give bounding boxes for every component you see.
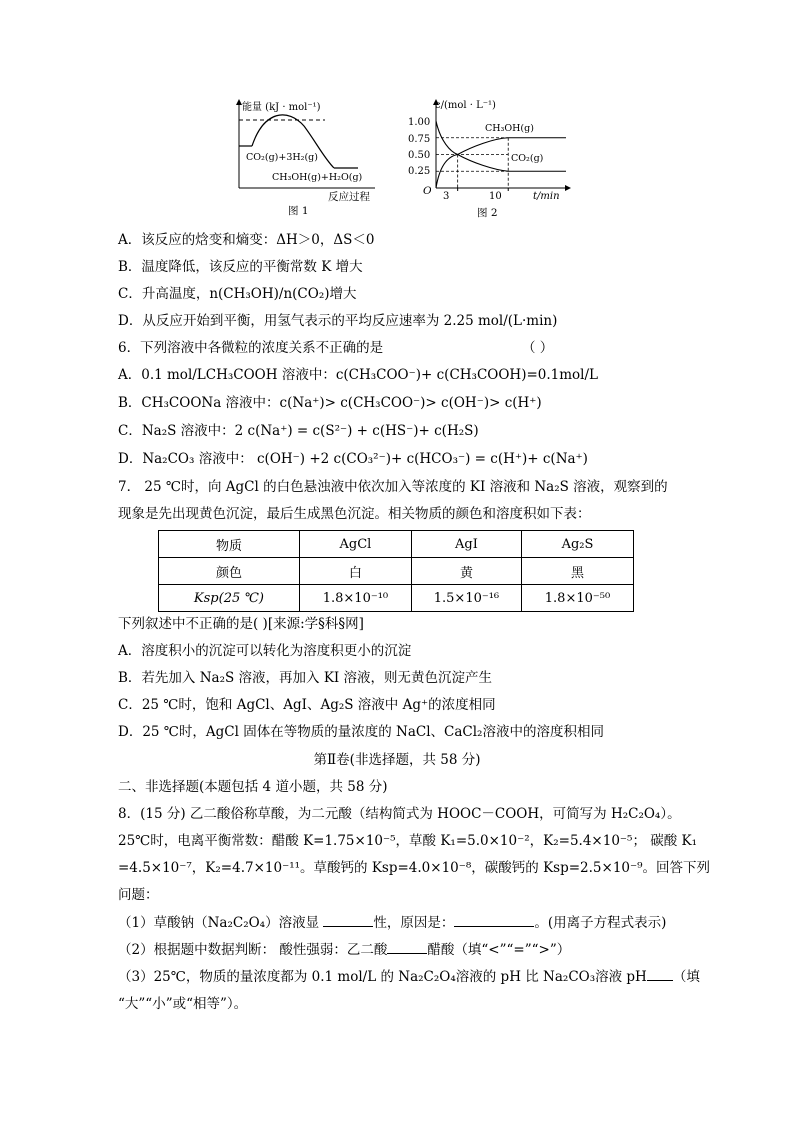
q5-option-d: D．从反应开始到平衡，用氢气表示的平均反应速率为 2.25 mol/(L·min) (118, 313, 558, 329)
q8-s3-part-b: （填 (672, 969, 700, 985)
q7-option-a: A．溶度积小的沉淀可以转化为溶度积更小的沉淀 (118, 643, 412, 659)
q6-option-a: A．0.1 mol/LCH₃COOH 溶液中：c(CH₃COO⁻)+ c(CH₃COOH)=0.1mol/L (118, 367, 599, 383)
q8-s1-part-a: （1）草酸钠（Na₂C₂O₄）溶液显 (118, 915, 324, 931)
q8-s3-part-a: （3）25℃，物质的量浓度都为 0.1 mol/L 的 Na₂C₂O₄溶液的 pH 比 Na₂CO₃溶液 pH (118, 969, 647, 985)
q6-stem: 6．下列溶液中各微粒的浓度关系不正确的是 (118, 340, 384, 356)
q5-option-b: B．温度降低，该反应的平衡常数 K 增大 (118, 259, 363, 275)
q8-line-2: 25℃时，电离平衡常数：醋酸 K=1.75×10⁻⁵，草酸 K₁=5.0×10⁻²，K₂=5.4×10⁻⁵； 碳酸 K₁ (118, 833, 698, 849)
q6-option-c: C．Na₂S 溶液中：2 c(Na⁺) = c(S²⁻) + c(HS⁻)+ c(H₂S) (118, 423, 479, 439)
fig2-origin: O (423, 185, 432, 197)
fig2-methanol-curve (436, 138, 566, 188)
ksp-table (158, 530, 634, 612)
answer-blank[interactable] (647, 980, 673, 981)
q5-option-c: C．升高温度，n(CH₃OH)/n(CO₂)增大 (118, 286, 357, 302)
fig2-xtick-3: 3 (443, 191, 450, 202)
table-cell: 1.8×10⁻⁵⁰ (521, 585, 633, 612)
table-header-cell: 物质 (159, 531, 300, 558)
table-header-cell: AgCl (299, 531, 411, 558)
table-cell: Ksp(25 ℃) (159, 585, 300, 612)
q7-stem-line-2: 现象是先出现黄色沉淀，最后生成黑色沉淀。相关物质的颜色和溶度积如下表： (118, 506, 591, 522)
fig2-ytick-050: 0.50 (408, 150, 431, 161)
q7-after-table: 下列叙述中不正确的是( )[来源:学§科§网] (118, 616, 364, 632)
fig2-ytick-075: 0.75 (408, 134, 431, 145)
q7-option-b: B．若先加入 Na₂S 溶液，再加入 KI 溶液，则无黄色沉淀产生 (118, 670, 493, 686)
table-header-cell: Ag₂S (521, 531, 633, 558)
fig2-xtick-10: 10 (489, 191, 502, 202)
fig1-ylabel: 能量 (kJ · mol⁻¹) (242, 102, 321, 113)
q5-option-a: A．该反应的焓变和熵变：ΔH＞0，ΔS＜0 (118, 232, 375, 248)
q7-stem-line-1: 7． 25 ℃时，向 AgCl 的白色悬浊液中依次加入等浓度的 KI 溶液和 Na₂S 溶液，观察到的 (118, 479, 668, 495)
table-cell: 黑 (521, 558, 633, 585)
table-row (159, 585, 634, 612)
q8-s1-part-c: 。(用离子方程式表示) (534, 915, 667, 931)
q8-line-3: =4.5×10⁻⁷，K₂=4.7×10⁻¹¹。草酸钙的 Ksp=4.0×10⁻⁸，碳酸钙的 Ksp=2.5×10⁻⁹。回答下列 (118, 860, 711, 876)
fig2-co2-label: CO₂(g) (511, 153, 544, 164)
figure-2-concentration-chart (405, 96, 575, 218)
table-cell: 1.5×10⁻¹⁶ (411, 585, 521, 612)
q8-subquestion-3 (118, 968, 700, 986)
fig2-ytick-025: 0.25 (408, 166, 431, 177)
fig1-xlabel: 反应过程 (328, 191, 370, 203)
q6-option-d: D．Na₂CO₃ 溶液中： c(OH⁻) +2 c(CO₃²⁻)+ c(HCO₃⁻) = c(H⁺)+ c(Na⁺) (118, 451, 588, 467)
table-cell: 黄 (411, 558, 521, 585)
q8-subquestion-2 (118, 941, 570, 959)
q8-s1-part-b: 性，原因是： (373, 915, 455, 931)
fig2-ylabel: c/(mol · L⁻¹) (435, 100, 496, 111)
fig2-caption: 图 2 (477, 207, 498, 218)
fig1-caption: 图 1 (288, 205, 309, 216)
fig2-methanol-label: CH₃OH(g) (485, 123, 534, 134)
table-cell: 白 (299, 558, 411, 585)
table-cell: 1.8×10⁻¹⁰ (299, 585, 411, 612)
section-heading: 二、非选择题(本题包括 4 道小题，共 58 分) (118, 779, 388, 795)
fig1-reactants-label: CO₂(g)+3H₂(g) (246, 152, 318, 163)
q8-s2-part-b: 醋酸（填“<”“=”“>”） (427, 942, 571, 958)
fig1-products-label: CH₃OH(g)+H₂O(g) (272, 172, 363, 183)
q7-option-d: D．25 ℃时，AgCl 固体在等物质的量浓度的 NaCl、CaCl₂溶液中的溶度积相同 (118, 724, 604, 740)
fig2-xlabel: t/min (533, 191, 560, 202)
q6-answer-paren: （ ） (522, 340, 554, 356)
q8-line-1: 8．(15 分) 乙二酸俗称草酸，为二元酸（结构简式为 HOOC－COOH，可简写为 H₂C₂O₄）。 (118, 806, 681, 822)
table-row (159, 558, 634, 585)
answer-blank[interactable] (323, 926, 373, 927)
q8-s2-part-a: （2）根据题中数据判断： 酸性强弱：乙二酸 (118, 942, 388, 958)
table-cell: 颜色 (159, 558, 300, 585)
q7-option-c: C．25 ℃时，饱和 AgCl、AgI、Ag₂S 溶液中 Ag⁺的浓度相同 (118, 697, 496, 713)
answer-blank[interactable] (454, 926, 534, 927)
answer-blank[interactable] (387, 953, 427, 954)
figure-1-energy-diagram (230, 96, 380, 216)
table-header-row (159, 531, 634, 558)
q6-option-b: B．CH₃COONa 溶液中：c(Na⁺)> c(CH₃COO⁻)> c(OH⁻)> c(H⁺) (118, 395, 542, 411)
fig2-ytick-100: 1.00 (408, 117, 431, 128)
q8-subquestion-1 (118, 914, 666, 932)
table-header-cell: AgI (411, 531, 521, 558)
q8-line-4: 问题： (118, 887, 159, 903)
q8-subquestion-3-cont: “大”“小”或“相等”）。 (118, 996, 248, 1012)
part-2-title: 第Ⅱ卷(非选择题，共 58 分) (313, 752, 481, 768)
